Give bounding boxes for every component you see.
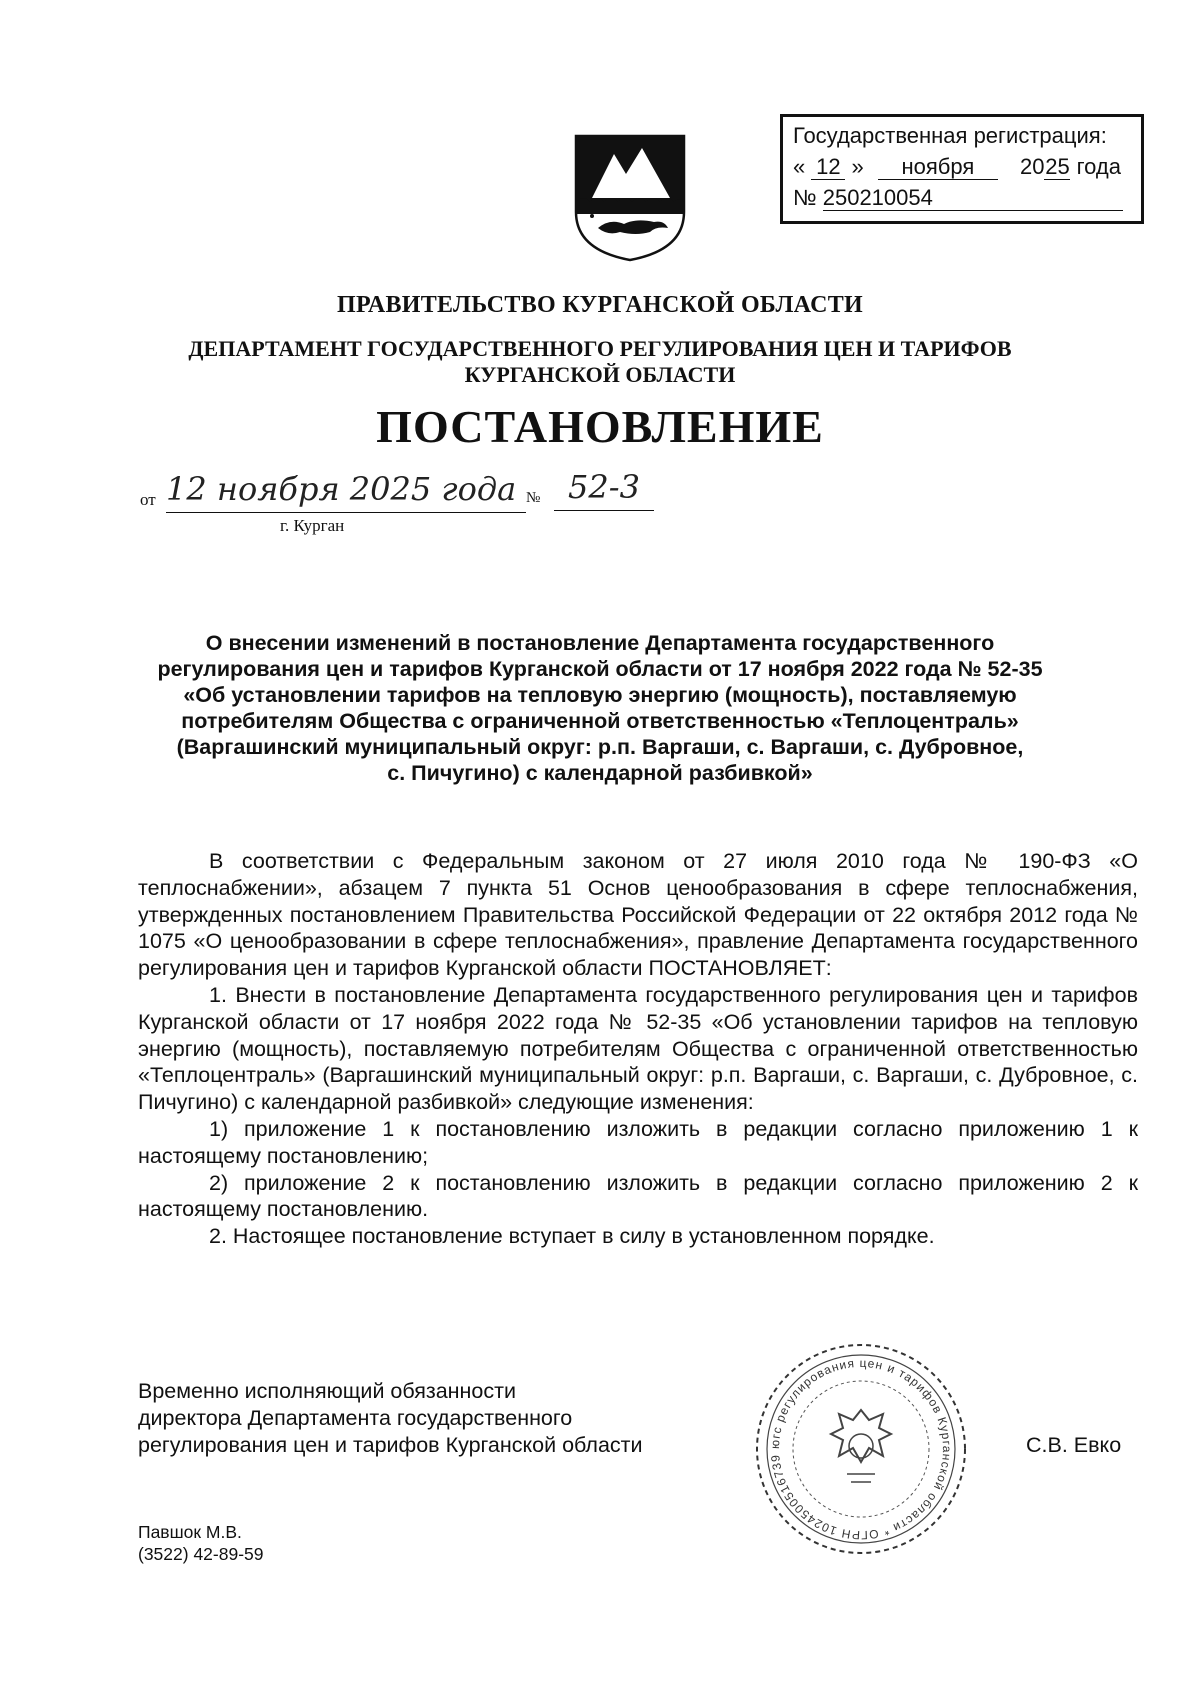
subject-line: регулирования цен и тарифов Курганской области от 17 ноября 2022 года № 52-35 <box>157 657 1043 681</box>
subject-line: потребителям Общества с ограниченной ответственностью «Теплоцентраль» <box>181 709 1019 733</box>
department-line-2: КУРГАНСКОЙ ОБЛАСТИ <box>464 362 736 387</box>
body-paragraph: 1. Внести в постановление Департамента государственного регулирования цен и тарифов Курганской области от 17 ноября 2022 года № 52-35 «Об установлении тарифов на тепловую энергию (мощность), поставляемую потребителям Общества с ограниченной ответственностью «Теплоцентраль» (Варгашинский муниципальный округ: р.п. Варгаши, с. Варгаши, с. Дубровное, с. Пичугино) с календарной разбивкой» следующие изменения: <box>138 982 1138 1115</box>
position-line: регулирования цен и тарифов Курганской области <box>138 1432 643 1457</box>
body-paragraph: 1) приложение 1 к постановлению изложить в редакции согласно приложению 1 к настоящему постановлению; <box>138 1116 1138 1168</box>
number-label: № <box>526 490 541 506</box>
document-body <box>138 848 1138 1250</box>
handwritten-date: 12 ноября 2025 года <box>166 470 526 513</box>
reg-number-label: № <box>793 185 817 210</box>
document-subject <box>120 630 1080 786</box>
official-seal-icon <box>750 1338 972 1560</box>
department-line-1: ДЕПАРТАМЕНТ ГОСУДАРСТВЕННОГО РЕГУЛИРОВАНИЯ ЦЕН И ТАРИФОВ <box>188 336 1012 361</box>
department-title <box>0 336 1200 388</box>
position-line: директора Департамента государственного <box>138 1405 573 1430</box>
city: г. Курган <box>280 516 345 535</box>
body-paragraph: 2) приложение 2 к постановлению изложить в редакции согласно приложению 2 к настоящему постановлению. <box>138 1170 1138 1222</box>
from-label: от <box>140 490 156 509</box>
position-line: Временно исполняющий обязанности <box>138 1379 516 1403</box>
subject-line: «Об установлении тарифов на тепловую энергию (мощность), поставляемую <box>183 683 1017 707</box>
subject-line: с. Пичугино) с календарной разбивкой» <box>387 761 813 785</box>
reg-quote-open: « <box>793 154 806 179</box>
date-line <box>140 468 660 535</box>
executor-info <box>138 1521 264 1565</box>
handwritten-number: 52-3 <box>554 468 654 511</box>
signatory-name: С.В. Евко <box>1026 1433 1122 1457</box>
svg-text:югс регулирования цен и тарифо <box>768 1356 954 1542</box>
reg-day: 12 <box>811 155 845 180</box>
subject-line: (Варгашинский муниципальный округ: р.п. Варгаши, с. Варгаши, с. Дубровное, <box>176 735 1024 759</box>
reg-quote-close: » <box>851 154 864 179</box>
body-paragraph: 2. Настоящее постановление вступает в силу в установленном порядке. <box>209 1224 935 1249</box>
registration-box <box>780 114 1144 224</box>
executor-phone: (3522) 42-89-59 <box>138 1544 264 1564</box>
government-title: ПРАВИТЕЛЬСТВО КУРГАНСКОЙ ОБЛАСТИ <box>336 292 864 318</box>
reg-month: ноября <box>878 155 998 180</box>
executor-name: Павшок М.В. <box>138 1522 242 1542</box>
coat-of-arms-icon <box>570 132 690 264</box>
reg-year-prefix: 20 <box>1020 154 1045 179</box>
registration-date <box>793 151 1141 182</box>
body-paragraph: В соответствии с Федеральным законом от 27 июля 2010 года № 190-ФЗ «О теплоснабжении», абзацем 7 пункта 51 Основ ценообразования в сфере теплоснабжения, утвержденных постановлением Правительства Российской Федерации от 22 октября 2012 года № 1075 «О ценообразовании в сфере теплоснабжения», правление Департамента государственного регулирования цен и тарифов Курганской области ПОСТАНОВЛЯЕТ: <box>138 849 1138 981</box>
registration-title: Государственная регистрация: <box>793 123 1107 148</box>
reg-year-word: года <box>1076 154 1121 179</box>
reg-number: 250210054 <box>823 186 1123 211</box>
signatory-position <box>138 1378 643 1458</box>
seal-ring-text: югс регулирования цен и тарифов Курганской области * ОГРН 1024500516739 <box>767 1355 955 1543</box>
subject-line: О внесении изменений в постановление Департамента государственного <box>205 631 995 655</box>
registration-number-row <box>793 182 1141 213</box>
document-type: ПОСТАНОВЛЕНИЕ <box>376 401 824 452</box>
reg-year-suffix: 25 <box>1045 154 1070 179</box>
